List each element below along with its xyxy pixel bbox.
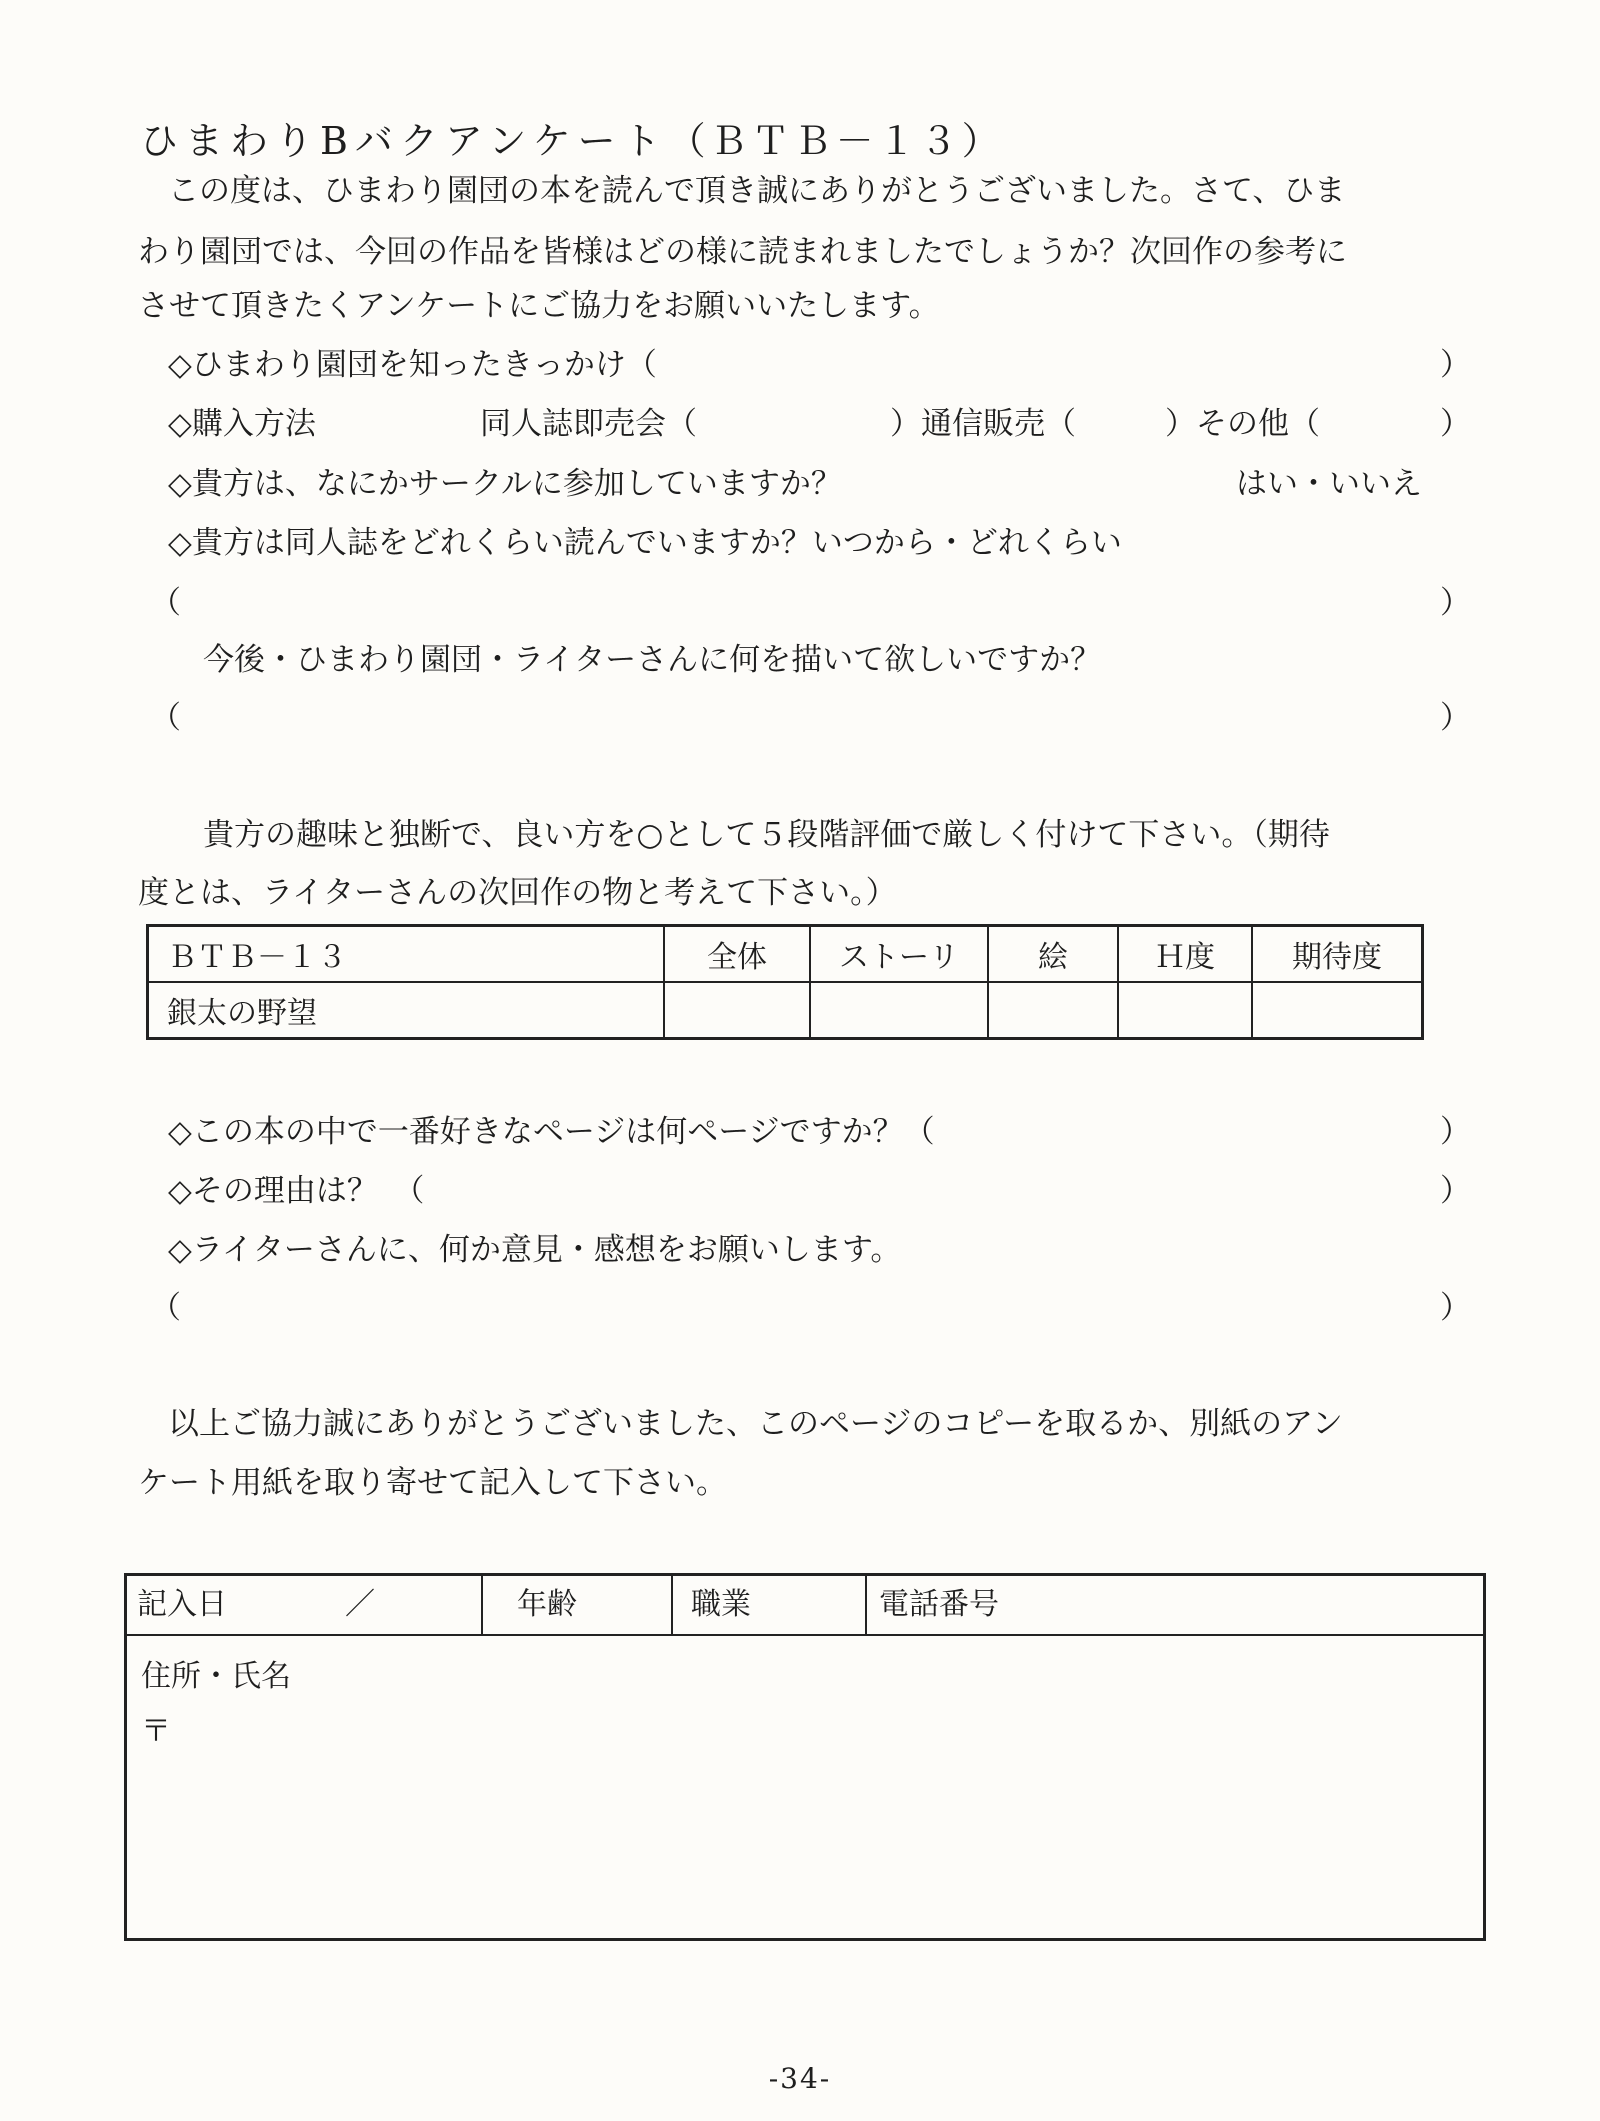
question-favorite-page: ◇この本の中で一番好きなページは何ページですか？（ <box>168 1114 935 1150</box>
rating-header-overall: 全体 <box>664 926 810 983</box>
answer-comments-close: ） <box>1440 1290 1471 1326</box>
closing-line-2: ケート用紙を取り寄せて記入して下さい。 <box>138 1465 727 1501</box>
answer-comments-open: （ <box>150 1290 181 1326</box>
rating-header-art: 絵 <box>988 926 1118 983</box>
rating-header-code: ＢＴＢ－１３ <box>148 926 665 983</box>
answer-reading-habit-close: ） <box>1440 585 1471 621</box>
rating-cell-art[interactable] <box>988 982 1118 1039</box>
answer-reason-close: ） <box>1440 1173 1471 1209</box>
entry-address-label: 住所・氏名 <box>141 1659 291 1694</box>
rating-cell-h-level[interactable] <box>1118 982 1252 1039</box>
entry-phone-cell[interactable] <box>867 1576 1483 1634</box>
rating-cell-story[interactable] <box>810 982 988 1039</box>
entry-phone-label: 電話番号 <box>879 1587 999 1622</box>
purchase-option-other-close: ） <box>1440 406 1471 442</box>
intro-line-3: させて頂きたくアンケートにご協力をお願いいたします。 <box>138 288 940 324</box>
closing-line-1: 以上ご協力誠にありがとうございました、このページのコピーを取るか、別紙のアン <box>168 1406 1343 1442</box>
rating-header-story: ストーリ <box>810 926 988 983</box>
intro-line-1: この度は、ひまわり園団の本を読んで頂き誠にありがとうございました。さて、ひま <box>168 173 1346 209</box>
question-how-found: ◇ひまわり園団を知ったきっかけ（ <box>168 347 657 383</box>
rating-header-h-level: Ｈ度 <box>1118 926 1252 983</box>
question-comments: ◇ライターさんに、何か意見・感想をお願いします。 <box>168 1232 902 1268</box>
survey-title-main: ひまわりBバクアンケート <box>140 119 668 163</box>
question-circle-member: ◇貴方は、なにかサークルに参加していますか？ <box>168 466 842 502</box>
entry-date-separator: ／ <box>345 1587 375 1622</box>
entry-age-label: 年齢 <box>517 1587 577 1622</box>
answer-future-request-close: ） <box>1440 700 1471 736</box>
entry-age-cell[interactable] <box>483 1576 673 1634</box>
rating-header-expectation: 期待度 <box>1252 926 1423 983</box>
rating-row <box>148 982 1423 1039</box>
question-reason: ◇その理由は？ （ <box>168 1173 425 1209</box>
rating-cell-expectation[interactable] <box>1252 982 1423 1039</box>
question-reading-habit: ◇貴方は同人誌をどれくらい読んでいますか？いつから・どれくらい <box>168 525 1122 561</box>
answer-future-request-open: （ <box>150 700 181 736</box>
intro-line-2: わり園団では、今回の作品を皆様はどの様に読まれましたでしょうか？次回作の参考に <box>138 234 1347 270</box>
rating-intro-line-2: 度とは、ライターさんの次回作の物と考えて下さい。） <box>138 875 897 911</box>
entry-postal-mark: 〒 <box>141 1714 171 1749</box>
survey-title <box>140 110 1460 165</box>
answer-reading-habit-open: （ <box>150 585 181 621</box>
answer-how-found-close: ） <box>1440 347 1471 383</box>
answer-favorite-page-close: ） <box>1440 1114 1471 1150</box>
entry-job-label: 職業 <box>691 1587 751 1622</box>
rating-table <box>146 924 1424 1040</box>
entry-date-label: 記入日 <box>137 1587 227 1622</box>
page-number: -34- <box>768 2062 832 2095</box>
entry-form-header-row <box>127 1576 1483 1636</box>
purchase-option-event: 同人誌即売会（ <box>480 406 697 442</box>
purchase-option-mail: ）通信販売（ <box>890 406 1076 442</box>
entry-date-cell[interactable] <box>127 1576 483 1634</box>
purchase-option-other: ）その他（ <box>1165 406 1320 442</box>
question-future-request: 今後・ひまわり園団・ライターさんに何を描いて欲しいですか？ <box>203 642 1102 678</box>
question-purchase-method: ◇購入方法 <box>168 406 316 442</box>
survey-title-code: （ＢＴＢ－１３） <box>667 119 1004 163</box>
rating-header-row <box>148 926 1423 983</box>
entry-job-cell[interactable] <box>673 1576 867 1634</box>
rating-intro-line-1: 貴方の趣味と独断で、良い方を○として５段階評価で厳しく付けて下さい。（期待 <box>203 817 1330 853</box>
answer-yes-no: はい・いいえ <box>1236 466 1422 502</box>
rating-cell-overall[interactable] <box>664 982 810 1039</box>
entry-form <box>124 1573 1486 1941</box>
rating-row-title: 銀太の野望 <box>148 982 665 1039</box>
